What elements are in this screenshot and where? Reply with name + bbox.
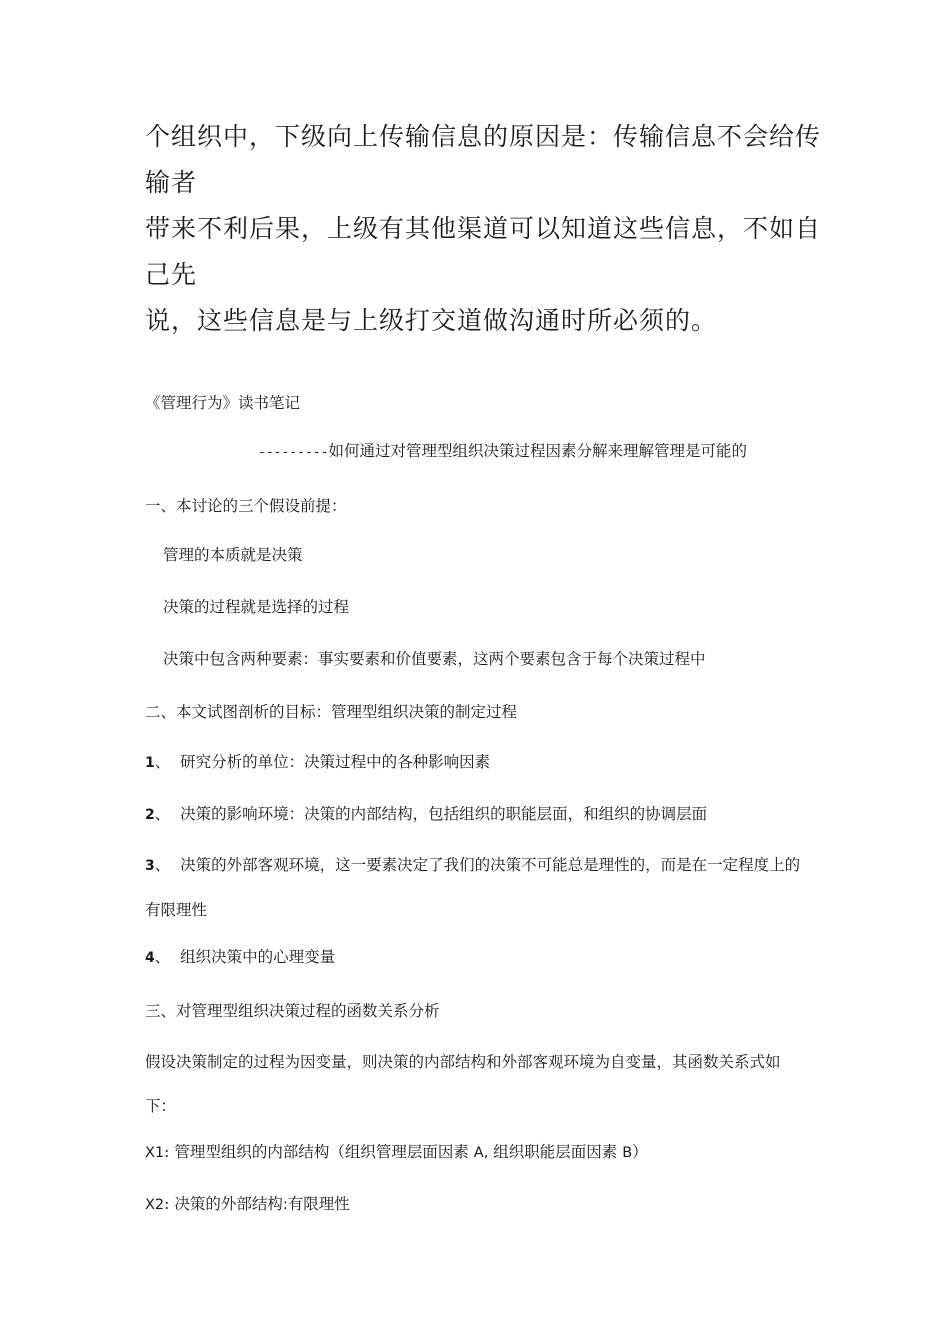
section-1-heading: 一、本讨论的三个假设前提： xyxy=(145,497,347,515)
list-item-sep: 、 xyxy=(154,753,171,771)
list-item-number: 2 xyxy=(145,807,155,823)
x1-var-b: B xyxy=(622,1145,633,1161)
x2-colon-2: : xyxy=(282,1197,288,1213)
list-item-number: 3 xyxy=(145,858,155,874)
list-item-number: 1 xyxy=(145,755,155,771)
x1-label: X1 xyxy=(145,1145,165,1161)
list-item-text: 组织决策中的心理变量 xyxy=(180,948,336,966)
list-item xyxy=(145,843,810,932)
list-item-text: 决策的影响环境：决策的内部结构，包括组织的职能层面，和组织的协调层面 xyxy=(180,805,708,823)
intro-line-3: 说，这些信息是与上级打交道做沟通时所必须的。 xyxy=(145,306,718,335)
list-item-text: 决策的外部客观环境，这一要素决定了我们的决策不可能总是理性的，而是在一定程度上的有限理性 xyxy=(145,856,801,919)
x2-label: X2 xyxy=(145,1197,165,1213)
section-2-heading: 二、本文试图剖析的目标：管理型组织决策的制定过程 xyxy=(145,703,518,721)
x2-colon: : xyxy=(164,1195,170,1213)
subtitle-text: 如何通过对管理型组织决策过程因素分解来理解管理是可能的 xyxy=(328,442,747,460)
variable-x2 xyxy=(145,1193,350,1216)
x2-text-2: 有限理性 xyxy=(287,1195,350,1213)
function-paragraph: 假设决策制定的过程为因变量，则决策的内部结构和外部客观环境为自变量，其函数关系式如下： xyxy=(145,1053,781,1115)
list-item-sep: 、 xyxy=(154,948,171,966)
list-item-sep: 、 xyxy=(154,805,171,823)
x1-colon: : xyxy=(164,1143,170,1161)
notes-title: 《管理行为》读书笔记 xyxy=(145,394,301,412)
x1-text-a: 管理型组织的内部结构（组织管理层面因素 xyxy=(174,1143,469,1161)
premise-item: 决策中包含两种要素：事实要素和价值要素，这两个要素包含于每个决策过程中 xyxy=(163,650,706,668)
intro-line-2: 带来不利后果，上级有其他渠道可以知道这些信息，不如自己先 xyxy=(145,214,822,289)
variable-x1 xyxy=(145,1141,648,1164)
intro-line-1: 个组织中，下级向上传输信息的原因是：传输信息不会给传输者 xyxy=(145,122,822,197)
x1-var-a: A, xyxy=(473,1145,489,1161)
list-item xyxy=(145,751,490,774)
list-item-sep: 、 xyxy=(154,856,171,874)
x1-close: ） xyxy=(632,1143,648,1161)
x1-text-b: 组织职能层面因素 xyxy=(493,1143,618,1161)
premise-item: 管理的本质就是决策 xyxy=(163,546,303,564)
section-3-heading: 三、对管理型组织决策过程的函数关系分析 xyxy=(145,1002,440,1020)
list-item xyxy=(145,946,335,969)
list-item-number: 4 xyxy=(145,950,155,966)
premise-item: 决策的过程就是选择的过程 xyxy=(163,598,350,616)
intro-paragraph xyxy=(145,114,825,344)
subtitle-dashes: --------- xyxy=(258,445,329,460)
list-item-text: 研究分析的单位：决策过程中的各种影响因素 xyxy=(180,753,491,771)
list-item xyxy=(145,803,707,826)
x2-text: 决策的外部结构 xyxy=(174,1195,283,1213)
notes-subtitle xyxy=(258,440,747,464)
